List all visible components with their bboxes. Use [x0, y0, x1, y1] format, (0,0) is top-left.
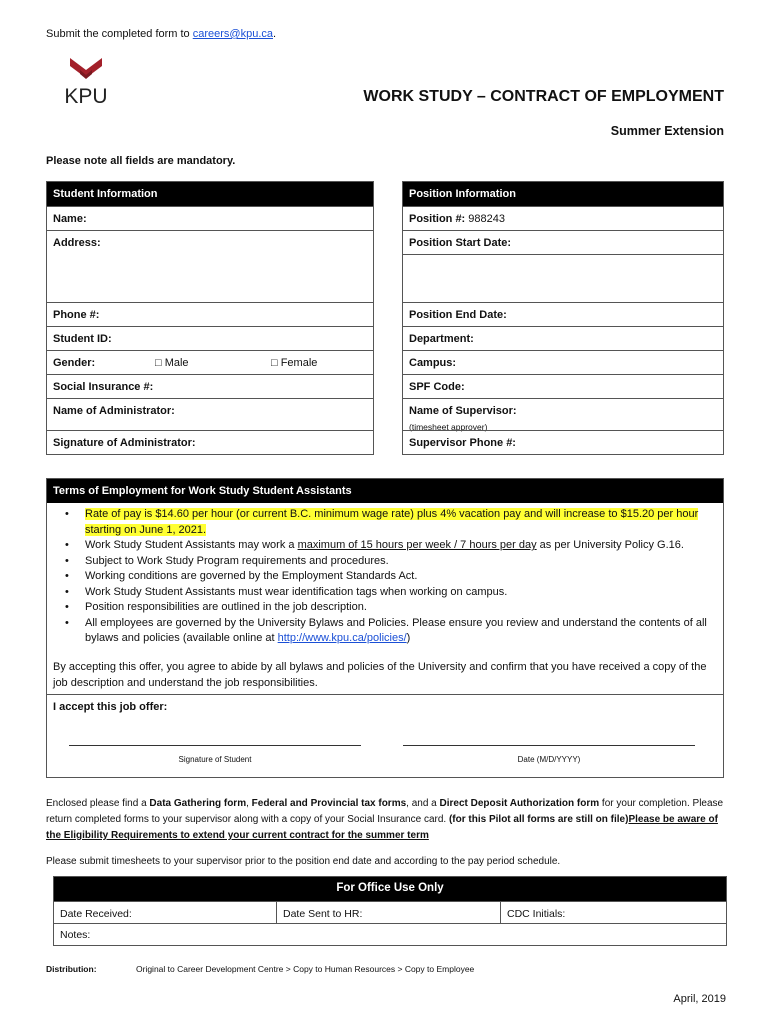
- sin-field[interactable]: [47, 374, 373, 398]
- date-received-label: Date Received:: [60, 908, 132, 920]
- submit-instruction: [46, 28, 276, 40]
- hours-text-pre: Work Study Student Assistants may work a: [85, 539, 298, 551]
- mandatory-note: Please note all fields are mandatory.: [46, 155, 236, 167]
- department-field[interactable]: [403, 326, 723, 350]
- supervisor-phone-label: Supervisor Phone #:: [409, 437, 516, 449]
- terms-item-responsibilities: • Position responsibilities are outlined in the job description.: [61, 600, 723, 616]
- terms-heading: Terms of Employment for Work Study Student Assistants: [47, 479, 723, 503]
- submit-suffix: .: [273, 28, 277, 40]
- position-number-label: Position #:: [409, 213, 466, 225]
- office-use-table: [53, 876, 727, 946]
- bylaws-text-post: ): [406, 632, 411, 644]
- gender-field: [47, 350, 373, 374]
- submit-prefix: Submit the completed form to: [46, 28, 193, 40]
- position-start-input[interactable]: [403, 254, 723, 302]
- timesheets-note: Please submit timesheets to your supervisor prior to the position end date and according to the pay period schedule.: [46, 856, 561, 867]
- date-sent-hr-label: Date Sent to HR:: [283, 908, 363, 920]
- student-information-heading: Student Information: [47, 182, 373, 206]
- position-start-label: Position Start Date:: [409, 237, 512, 249]
- admin-name-field[interactable]: [47, 398, 373, 430]
- agreement-text: By accepting this offer, you agree to abide by all bylaws and policies of the University and confirm that you have received a copy of the job description and understand the job responsibilities.: [47, 653, 723, 695]
- gender-female-checkbox[interactable]: □ Female: [271, 357, 318, 369]
- position-information-heading: Position Information: [403, 182, 723, 206]
- student-id-label: Student ID:: [53, 333, 112, 345]
- admin-signature-field[interactable]: [47, 430, 373, 454]
- name-label: Name:: [53, 213, 87, 225]
- policies-link[interactable]: http://www.kpu.ca/policies/: [277, 632, 407, 644]
- pay-rate-text: Rate of pay is $14.60 per hour (or current B.C. minimum wage rate) plus 4% vacation pay and will increase to $15.20 per hour starting on June 1, 2021.: [85, 508, 699, 536]
- position-information-table: [402, 181, 724, 455]
- pilot-note-text: (for this Pilot all forms are still on file): [448, 814, 629, 825]
- cdc-initials-field[interactable]: [501, 902, 726, 923]
- position-number-field[interactable]: [403, 206, 723, 230]
- careers-email-link[interactable]: careers@kpu.ca: [192, 28, 273, 40]
- address-field[interactable]: [47, 230, 373, 302]
- distribution-label: Distribution:: [46, 964, 97, 974]
- student-signature-line[interactable]: [69, 745, 361, 746]
- student-signature-label: Signature of Student: [178, 755, 252, 764]
- distribution-line: [46, 964, 474, 974]
- terms-item-id-tags: • Work Study Student Assistants must wear identification tags when working on campus.: [61, 585, 723, 601]
- date-signature-label: Date (M/D/YYYY): [517, 755, 581, 764]
- name-field[interactable]: [47, 206, 373, 230]
- kpu-logo-text: KPU: [64, 85, 108, 106]
- position-end-label: Position End Date:: [409, 309, 507, 321]
- date-received-field[interactable]: [54, 902, 277, 923]
- student-id-field[interactable]: [47, 326, 373, 350]
- phone-field[interactable]: [47, 302, 373, 326]
- student-information-table: [46, 181, 374, 455]
- position-end-field[interactable]: [403, 302, 723, 326]
- direct-deposit-form-text: Direct Deposit Authorization form: [439, 798, 600, 809]
- revision-date: April, 2019: [673, 993, 726, 1005]
- accept-offer-label: I accept this job offer:: [53, 700, 168, 713]
- supervisor-note: (timesheet approver): [409, 422, 488, 432]
- terms-list: [47, 503, 723, 647]
- hours-limit-text: maximum of 15 hours per week / 7 hours per day: [297, 539, 537, 551]
- notes-label: Notes:: [60, 929, 91, 941]
- department-label: Department:: [409, 333, 474, 345]
- admin-signature-label: Signature of Administrator:: [53, 437, 196, 449]
- bylaws-text-pre: All employees are governed by the University Bylaws and Policies. Please ensure you review and understand the contents of all bylaws and policies (available online at: [85, 616, 707, 644]
- terms-item-program: • Subject to Work Study Program requirements and procedures.: [61, 554, 723, 570]
- distribution-text: Original to Career Development Centre > Copy to Human Resources > Copy to Employee: [136, 964, 475, 974]
- terms-item-bylaws: [61, 616, 723, 647]
- position-number-value: 988243: [468, 213, 506, 225]
- form-title: WORK STUDY – CONTRACT OF EMPLOYMENT: [363, 88, 724, 105]
- hours-text-post: as per University Policy G.16.: [536, 539, 684, 551]
- enclosed-text-4: for your completion. Please return completed forms to your supervisor along with a copy of your Social Insurance card.: [46, 798, 724, 825]
- date-signature-line[interactable]: [403, 745, 695, 746]
- office-use-row: [54, 901, 726, 923]
- position-start-field: [403, 230, 723, 302]
- supervisor-phone-field[interactable]: [403, 430, 723, 454]
- tax-forms-text: Federal and Provincial tax forms: [251, 798, 407, 809]
- enclosed-text-1: Enclosed please find a: [46, 798, 150, 809]
- admin-name-label: Name of Administrator:: [53, 405, 175, 417]
- gender-male-checkbox[interactable]: □ Male: [155, 357, 189, 369]
- sin-label: Social Insurance #:: [53, 381, 154, 393]
- phone-label: Phone #:: [53, 309, 100, 321]
- terms-item-hours: [61, 538, 723, 554]
- supervisor-name-field[interactable]: [403, 398, 723, 430]
- eligibility-requirements-text: Please be aware of the Eligibility Requirements to extend your current contract for the summer term: [46, 814, 718, 841]
- enclosed-forms-paragraph: [46, 796, 726, 844]
- date-sent-hr-field[interactable]: [277, 902, 501, 923]
- terms-item-conditions: • Working conditions are governed by the Employment Standards Act.: [61, 569, 723, 585]
- spf-code-label: SPF Code:: [409, 381, 465, 393]
- cdc-initials-label: CDC Initials:: [507, 908, 566, 920]
- enclosed-text-3: , and a: [406, 798, 440, 809]
- form-subtitle: Summer Extension: [610, 124, 724, 138]
- campus-field[interactable]: [403, 350, 723, 374]
- data-gathering-form-text: Data Gathering form: [149, 798, 247, 809]
- terms-of-employment-section: [46, 478, 724, 778]
- notes-field[interactable]: [54, 923, 726, 945]
- terms-item-pay: [61, 507, 723, 538]
- gender-label: Gender:: [53, 357, 96, 369]
- enclosed-text-2: ,: [246, 798, 252, 809]
- spf-code-field[interactable]: [403, 374, 723, 398]
- address-label: Address:: [53, 237, 101, 249]
- supervisor-name-label: Name of Supervisor:: [409, 405, 517, 417]
- campus-label: Campus:: [409, 357, 457, 369]
- office-use-heading: For Office Use Only: [54, 877, 726, 901]
